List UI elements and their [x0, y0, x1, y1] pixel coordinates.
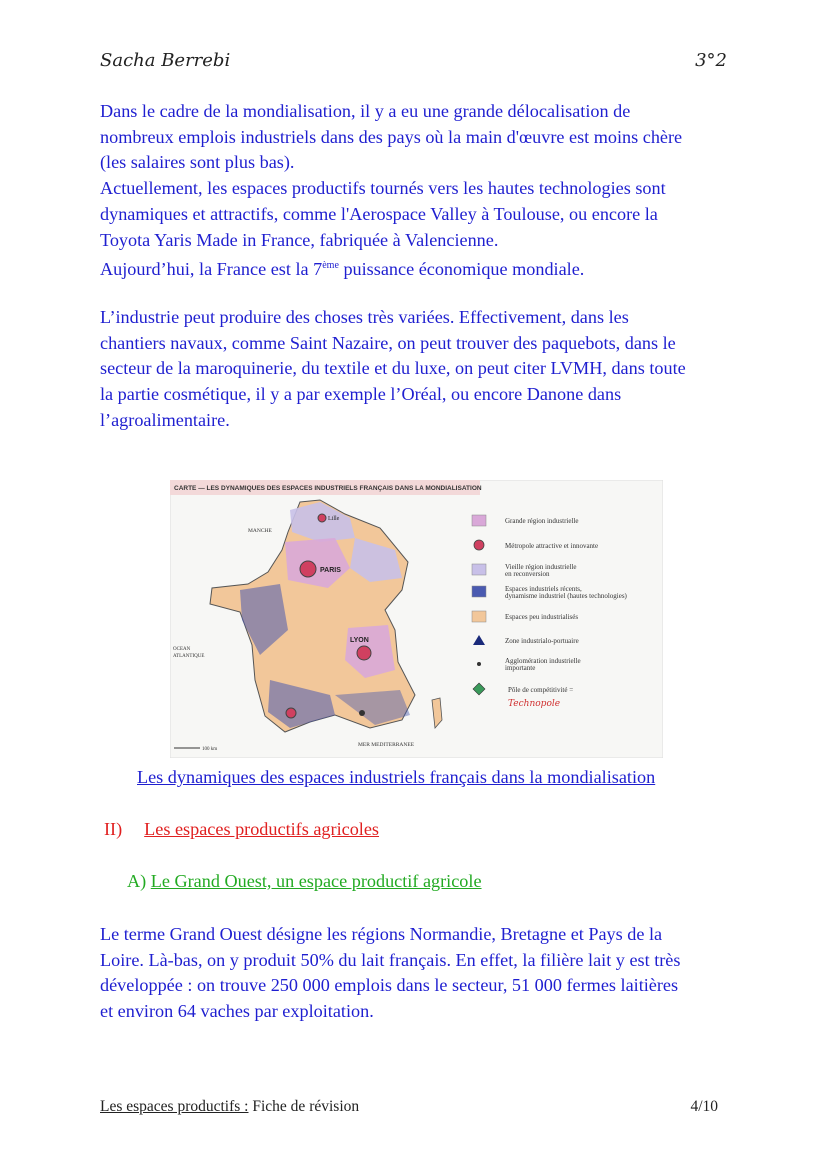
map-caption: Les dynamiques des espaces industriels français dans la mondialisation — [137, 767, 656, 787]
legend-label: Pôle de compétitivité = — [508, 686, 574, 694]
map-svg — [170, 480, 663, 758]
city-label-lyon: LYON — [350, 637, 369, 644]
footer-title-rest: Fiche de révision — [248, 1098, 360, 1115]
legend-label: Espaces peu industrialisés — [505, 613, 579, 621]
legend-label-line2: en reconversion — [505, 570, 550, 578]
sea-label-mer: MER MEDITERRANEE — [358, 742, 415, 748]
text-line: nombreux emplois industriels dans des pays où la main d'œuvre est moins chère — [100, 126, 683, 147]
subsection-letter: A) — [127, 871, 151, 891]
page-number: 4/10 — [690, 1098, 718, 1115]
city-marker-toulouse — [286, 708, 296, 718]
text-fragment: Aujourd’hui, la France est la 7 — [100, 259, 323, 280]
text-line — [100, 253, 740, 283]
sea-label-manche: MANCHE — [248, 528, 272, 534]
legend-label-line2: dynamisme industriel (hautes technologies) — [505, 592, 627, 600]
legend-swatch — [472, 586, 486, 597]
text-line: secteur de la maroquinerie, du textile et du luxe, on peut citer LVMH, dans toute — [100, 358, 686, 379]
legend-swatch — [474, 540, 484, 550]
section-title: Les espaces productifs agricoles — [144, 819, 380, 839]
legend-swatch — [477, 662, 481, 666]
text-line: Actuellement, les espaces productifs tournés vers les hautes technologies sont — [100, 178, 666, 199]
superscript: ème — [322, 260, 339, 272]
legend-swatch — [472, 564, 486, 575]
class-label: 3°2 — [695, 50, 727, 71]
legend-label: Zone industrialo-portuaire — [505, 637, 579, 645]
text-line: développée : on trouve 250 000 emplois dans le secteur, 51 000 fermes laitières — [100, 975, 679, 996]
text-line: chantiers navaux, comme Saint Nazaire, on peut trouver des paquebots, dans le — [100, 332, 676, 353]
section-heading — [104, 819, 379, 840]
text-line: et environ 64 vaches par exploitation. — [100, 1001, 374, 1022]
text-line: la partie cosmétique, il y a par exemple l’Oréal, ou encore Danone dans — [100, 384, 622, 405]
scale-label: 100 km — [202, 747, 218, 752]
subsection-title: Le Grand Ouest, un espace productif agricole — [150, 871, 482, 891]
text-line: dynamiques et attractifs, comme l'Aerospace Valley à Toulouse, ou encore la — [100, 203, 658, 224]
text-line: Le terme Grand Ouest désigne les régions Normandie, Bretagne et Pays de la — [100, 924, 663, 944]
text-fragment: puissance économique mondiale. — [338, 259, 585, 280]
text-line: Dans le cadre de la mondialisation, il y a eu une grande délocalisation de — [100, 101, 631, 121]
subsection-heading — [127, 871, 482, 892]
city-label-paris: PARIS — [320, 567, 341, 574]
text-line: L’industrie peut produire des choses très variées. Effectivement, dans les — [100, 307, 629, 327]
industrial-map-figure — [170, 480, 663, 758]
city-marker-lyon — [357, 646, 371, 660]
paragraph-mondialisation — [100, 99, 740, 283]
legend-swatch — [472, 515, 486, 526]
legend-label: Grande région industrielle — [505, 517, 579, 525]
sea-label-ocean: OCEAN — [173, 647, 191, 652]
paragraph-grand-ouest — [100, 922, 740, 1025]
city-marker-lille — [318, 514, 326, 522]
text-line: Loire. Là-bas, on y produit 50% du lait français. En effet, la filière lait y est très — [100, 949, 681, 970]
legend-label: Espaces industriels récents, — [505, 585, 582, 593]
city-marker-paris — [300, 561, 316, 577]
footer-title — [100, 1098, 359, 1116]
text-line: (les salaires sont plus bas). — [100, 152, 295, 173]
section-number: II) — [104, 819, 123, 839]
legend-label: Vieille région industrielle — [505, 563, 577, 571]
legend-label-line2: importante — [505, 664, 536, 672]
city-marker-marseille — [359, 710, 365, 716]
legend-label: Agglomération industrielle — [505, 657, 581, 665]
sea-label-atlantique: ATLANTIQUE — [173, 654, 205, 659]
text-line: Toyota Yaris Made in France, fabriquée à Valencienne. — [100, 229, 499, 250]
text-line: l’agroalimentaire. — [100, 409, 230, 430]
footer-title-underlined: Les espaces productifs : — [100, 1098, 249, 1115]
handwritten-note: Technopole — [508, 699, 561, 709]
legend-label: Métropole attractive et innovante — [505, 542, 599, 550]
city-label-lille: Lille — [328, 516, 340, 522]
author-name: Sacha Berrebi — [100, 50, 231, 71]
legend-swatch — [472, 611, 486, 622]
map-title: CARTE — LES DYNAMIQUES DES ESPACES INDUSTRIELS FRANÇAIS DANS LA MONDIALISATION — [174, 485, 482, 492]
paragraph-industrie — [100, 305, 740, 434]
